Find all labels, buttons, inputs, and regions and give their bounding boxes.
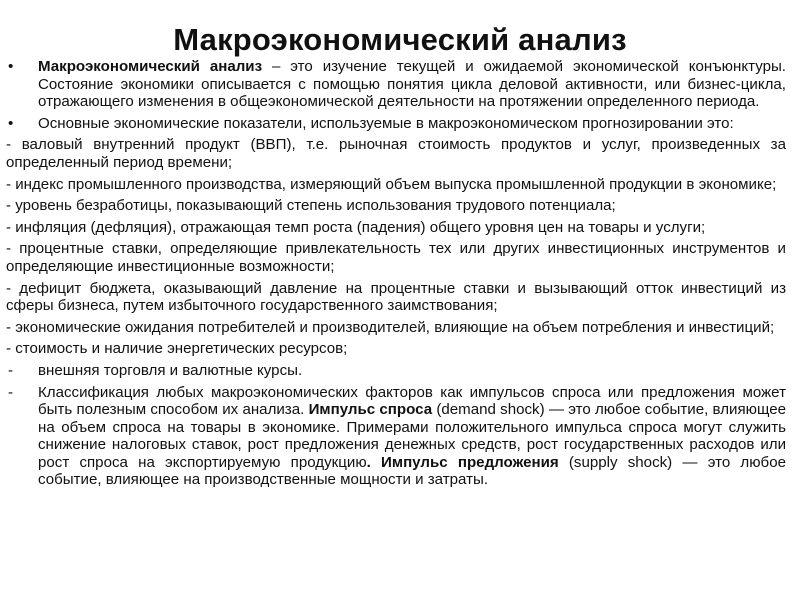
classification-text-1: Классификация любых макроэкономических факторов как импульсов спроса или предложения может быть полезным способом их анализа.	[38, 383, 786, 419]
classification-item	[6, 384, 786, 490]
demand-shock-term: Импульс спроса	[308, 401, 433, 419]
indicator-item: - экономические ожидания потребителей и производителей, влияющие на объем потребления и инвестиций;	[6, 318, 775, 336]
indicator-item: - валовый внутренний продукт (ВВП), т.е. рыночная стоимость продуктов и услуг, произведенных за определенный период времени;	[6, 136, 786, 171]
trade-text: внешняя торговля и валютные курсы.	[38, 361, 303, 379]
slide-title: Макроэкономический анализ	[173, 22, 627, 57]
bullet-intro	[6, 58, 786, 111]
indicator-item: - уровень безработицы, показывающий степень использования трудового потенциала;	[6, 197, 616, 215]
indicator-item: - инфляция (дефляция), отражающая темп роста (падения) общего уровня цен на товары и услуги;	[6, 218, 706, 236]
dash-marker: -	[8, 361, 14, 379]
indicators-intro-text: Основные экономические показатели, используемые в макроэкономическом прогнозировании это:	[38, 114, 734, 132]
slide-body	[6, 58, 786, 493]
indicator-item: - индекс промышленного производства, измеряющий объем выпуска промышленной продукции в экономике;	[6, 175, 777, 193]
indicator-item: - процентные ставки, определяющие привлекательность тех или других инвестиционных инструментов и определяющие инвестиционные возможности;	[6, 240, 786, 275]
bullet-marker: •	[8, 114, 14, 132]
indicator-item: - дефицит бюджета, оказывающий давление на процентные ставки и вызывающий отток инвестиций из сферы бизнеса, путем избыточного государственного заимствования;	[6, 279, 786, 315]
bullet-indicators	[6, 115, 786, 133]
supply-shock-term: . Импульс предложения	[366, 453, 559, 471]
trade-item	[6, 362, 786, 380]
intro-lead: Макроэкономический анализ	[38, 58, 263, 75]
classification-text-3: (supply shock) — это любое событие, влияющее на производственные мощности и затраты.	[38, 453, 786, 489]
dash-marker: -	[8, 383, 14, 401]
indicator-item: - стоимость и наличие энергетических ресурсов;	[6, 340, 348, 358]
bullet-marker: •	[8, 58, 14, 75]
classification-text-2: (demand shock) — это любое событие, влияющее на объем спроса на товары в экономике. Примерами положительного импульса спроса могут служить снижение налоговых ставок, рост предложения денежных средств, рост государственных расходов или рост спроса на экспортируемую продукцию	[38, 401, 786, 471]
intro-text: – это изучение текущей и ожидаемой экономической конъюнктуры. Состояние экономики описывается с помощью понятия цикла деловой активности, или бизнес-цикла, отражающего изменения в общеэкономической деятельности на протяжении определенного периода.	[38, 58, 787, 111]
